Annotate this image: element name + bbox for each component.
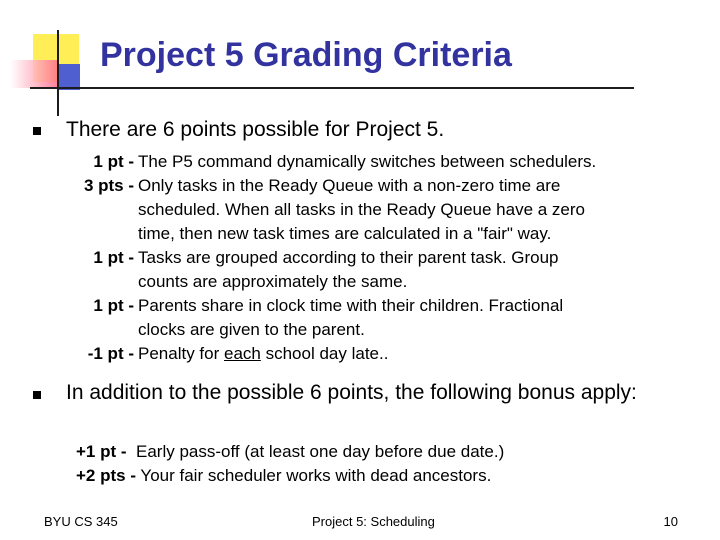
criterion-text: time, then new task times are calculated in a "fair" way. <box>138 224 552 243</box>
bullet-text-bonus: In addition to the possible 6 points, the following bonus apply: <box>66 381 637 404</box>
criterion-text: Tasks are grouped according to their parent task. Group <box>138 248 559 267</box>
penalty-text-before: Penalty for <box>138 344 224 363</box>
bonus-points: +2 pts - <box>76 466 136 485</box>
criterion-points: 1 pt - <box>93 152 134 171</box>
criterion-text: counts are approximately the same. <box>138 272 408 291</box>
criterion-text: The P5 command dynamically switches between schedulers. <box>138 152 597 171</box>
title-underline-rule <box>30 87 634 89</box>
decor-red-square <box>10 60 58 88</box>
bullet-square-icon <box>33 127 41 135</box>
criterion-text: clocks are given to the parent. <box>138 320 365 339</box>
footer-project: Project 5: Scheduling <box>312 514 435 529</box>
bullet-text-points-possible: There are 6 points possible for Project 5. <box>66 118 445 141</box>
bonus-text: Your fair scheduler works with dead ancestors. <box>136 466 492 485</box>
bonus-points: +1 pt - <box>76 442 127 461</box>
criterion-text: Parents share in clock time with their children. Fractional <box>138 296 564 315</box>
criterion-points: 3 pts - <box>83 176 134 195</box>
penalty-text-after: school day late.. <box>260 344 389 363</box>
decor-vertical-rule <box>57 30 59 116</box>
criterion-points: 1 pt - <box>93 248 134 267</box>
bonus-item <box>76 440 504 464</box>
criterion-points: -1 pt - <box>87 344 134 363</box>
criterion-text: scheduled. When all tasks in the Ready Queue have a zero <box>138 200 585 219</box>
criterion-text <box>138 342 388 366</box>
footer-course: BYU CS 345 <box>44 514 118 529</box>
bonus-item <box>76 464 491 488</box>
criterion-points: 1 pt - <box>93 296 134 315</box>
bullet-square-icon <box>33 391 41 399</box>
penalty-underlined-word: each <box>224 344 261 363</box>
slide-title: Project 5 Grading Criteria <box>100 36 512 74</box>
criterion-text: Only tasks in the Ready Queue with a non-zero time are <box>138 176 561 195</box>
footer-page-number: 10 <box>663 514 678 529</box>
bonus-text: Early pass-off (at least one day before due date.) <box>126 442 505 461</box>
